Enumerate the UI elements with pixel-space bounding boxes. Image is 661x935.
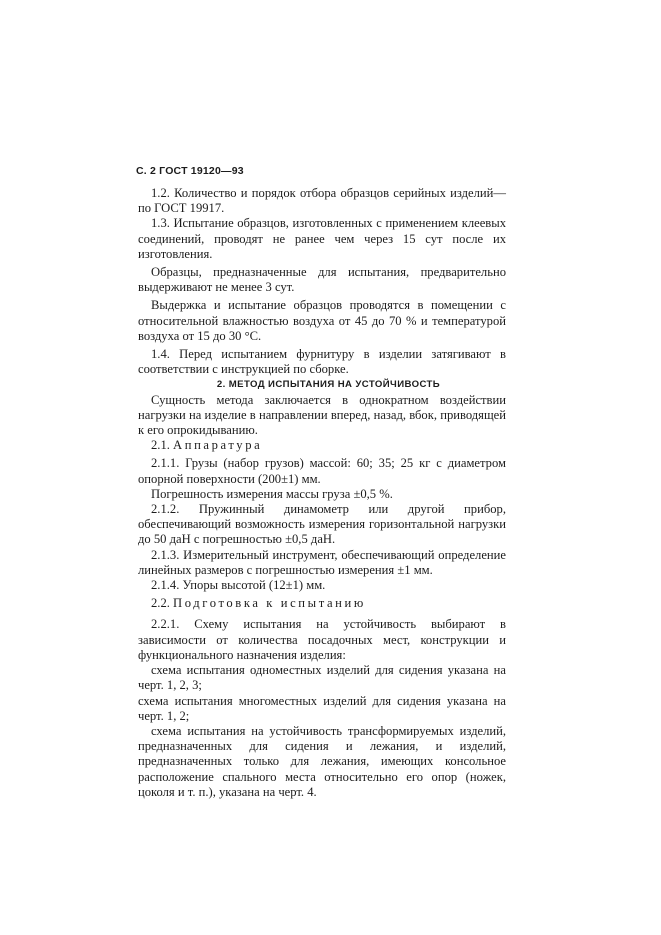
clause-2-1-2: 2.1.2. Пружинный динамометр или другой прибор, обеспечивающий возможность измерения горизонтальной нагрузки до 50 даН с погрешностью ±0,5 даН. (138, 502, 506, 547)
clause-1-3-conditioning: Образцы, предназначенные для испытания, предварительно выдерживают не менее 3 сут. (138, 265, 506, 295)
clause-2-1-1: 2.1.1. Грузы (набор грузов) массой: 60; 35; 25 кг с диаметром опорной поверхности (200±1) мм. (138, 456, 506, 486)
subsection-2-1-heading (138, 438, 506, 453)
clause-1-2: 1.2. Количество и порядок отбора образцов серийных изделий— по ГОСТ 19917. (138, 186, 506, 216)
clause-2-1-3: 2.1.3. Измерительный инструмент, обеспечивающий определение линейных размеров с погрешностью измерения ±1 мм. (138, 547, 506, 577)
subsection-2-1-title: Аппаратура (173, 438, 263, 453)
clause-1-3: 1.3. Испытание образцов, изготовленных с применением клеевых соединений, проводят не ранее чем через 15 сут после их изготовления. (138, 216, 506, 261)
page-header: С. 2 ГОСТ 19120—93 (136, 165, 244, 177)
subsection-2-2-number: 2.2. (151, 596, 170, 611)
subsection-2-2-title: Подготовка к испытанию (173, 596, 366, 611)
subsection-2-2-heading (138, 596, 506, 611)
section-2-title: 2. МЕТОД ИСПЫТАНИЯ НА УСТОЙЧИВОСТЬ (216, 379, 441, 391)
clause-1-3-environment: Выдержка и испытание образцов проводятся в помещении с относительной влажностью воздуха от 45 до 70 % и температурой воздуха от 15 до 30 °С. (138, 298, 506, 343)
clause-2-2-1-multi-seat: схема испытания многоместных изделий для сидения указана на черт. 1, 2; (138, 693, 506, 723)
subsection-2-1-number: 2.1. (151, 438, 170, 453)
document-body (138, 186, 506, 800)
clause-2-1-1-accuracy: Погрешность измерения массы груза ±0,5 %. (151, 486, 393, 501)
clause-2-2-1: 2.2.1. Схему испытания на устойчивость выбирают в зависимости от количества посадочных мест, конструкции и функционального назначения изделия: (138, 617, 506, 662)
clause-2-2-1-single-seat: схема испытания одноместных изделий для сидения указана на черт. 1, 2, 3; (138, 663, 506, 693)
method-essence: Сущность метода заключается в однократном воздействии нагрузки на изделие в направлении вперед, назад, вбок, приводящей к его опрокидыванию. (138, 392, 506, 438)
clause-2-2-1-transformable: схема испытания на устойчивость трансформируемых изделий, предназначенных для сидения и лежания, и изделий, предназначенных только для лежания, имеющих консольное расположение спального места относительно его опор (ножек, цоколя и т. п.), указана на черт. 4. (138, 723, 506, 799)
clause-2-1-4: 2.1.4. Упоры высотой (12±1) мм. (151, 578, 326, 593)
clause-1-4: 1.4. Перед испытанием фурнитуру в изделии затягивают в соответствии с инструкцией по сборке. (138, 347, 506, 377)
